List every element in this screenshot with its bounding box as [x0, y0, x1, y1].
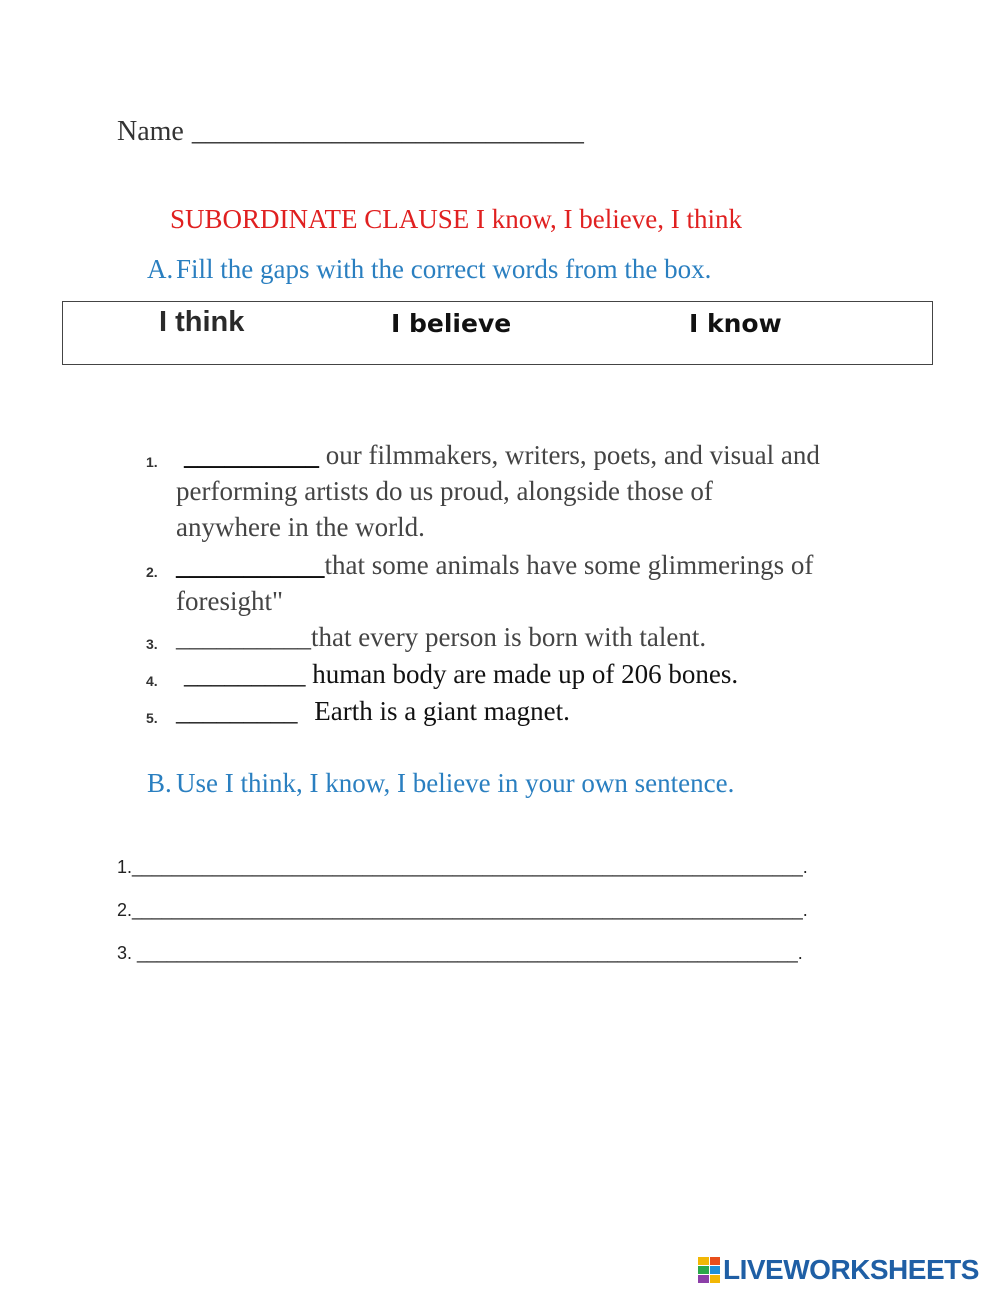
word-box — [62, 301, 933, 365]
name-field — [117, 116, 584, 148]
section-a-letter: A. — [147, 254, 174, 284]
answer-gap[interactable]: __________ — [184, 440, 319, 470]
item-text: foresight" — [176, 586, 283, 616]
item-line — [176, 659, 738, 690]
answer-gap[interactable]: ___________ — [176, 550, 325, 580]
word-option[interactable]: I believe — [391, 309, 512, 338]
writing-line[interactable]: 1.___________________________________________________________________. — [117, 857, 808, 877]
item-number: 3. — [146, 636, 158, 652]
item-line — [176, 550, 813, 581]
name-blank[interactable]: ____________________________ — [191, 116, 584, 147]
item-line — [176, 696, 570, 727]
name-label: Name — [117, 116, 184, 147]
item-number: 5. — [146, 710, 158, 726]
word-option[interactable]: I think — [159, 306, 245, 338]
writing-line[interactable]: 2.___________________________________________________________________. — [117, 900, 808, 920]
section-b-heading — [147, 768, 734, 799]
item-text: that every person is born with talent. — [311, 622, 707, 652]
word-option[interactable]: I know — [689, 309, 782, 338]
answer-gap[interactable]: _________ — [176, 696, 298, 726]
item-text: that some animals have some glimmerings of — [324, 550, 814, 580]
logo-blocks-icon — [698, 1257, 720, 1283]
liveworksheets-logo — [698, 1252, 979, 1288]
item-line — [176, 440, 820, 471]
item-text: our filmmakers, writers, poets, and visual and — [325, 440, 820, 470]
writing-line[interactable]: 3. __________________________________________________________________. — [117, 943, 803, 963]
item-text: anywhere in the world. — [176, 512, 425, 542]
section-a-instruction: Fill the gaps with the correct words from the box. — [176, 254, 712, 284]
item-text: performing artists do us proud, alongside those of — [176, 476, 713, 506]
worksheet-title: SUBORDINATE CLAUSE I know, I believe, I think — [170, 204, 742, 234]
item-text: Earth is a giant magnet. — [314, 696, 570, 726]
section-a-heading — [147, 254, 711, 285]
logo-text: LIVEWORKSHEETS — [723, 1254, 979, 1285]
section-b-letter: B. — [147, 768, 172, 798]
item-number: 1. — [146, 454, 158, 470]
answer-gap[interactable]: __________ — [176, 622, 311, 652]
item-number: 4. — [146, 673, 158, 689]
item-number: 2. — [146, 564, 158, 580]
item-text: human body are made up of 206 bones. — [312, 659, 739, 689]
section-b-instruction: Use I think, I know, I believe in your own sentence. — [176, 768, 735, 798]
answer-gap[interactable]: _________ — [184, 659, 306, 689]
item-line — [176, 622, 706, 653]
